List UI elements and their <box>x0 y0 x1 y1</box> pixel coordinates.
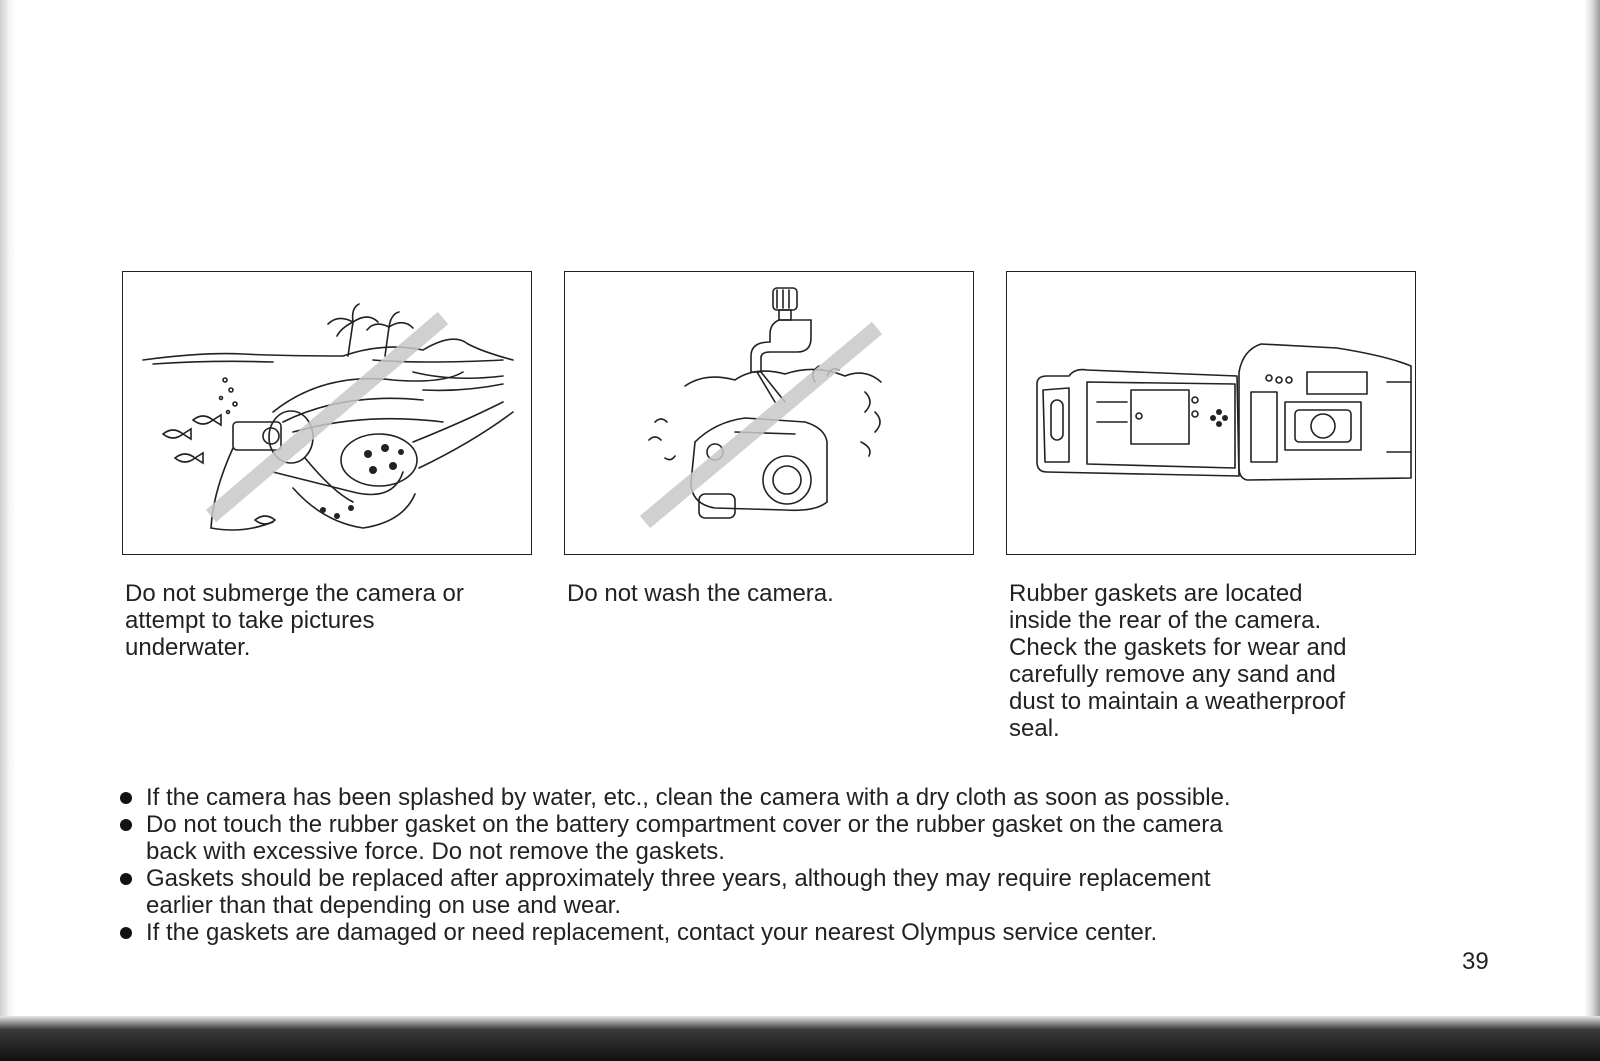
caption-line: Check the gaskets for wear and <box>1009 634 1347 661</box>
bullet-text: Gaskets should be replaced after approximately three years, although they may require replacement <box>146 865 1211 892</box>
bullet-item <box>118 811 1418 865</box>
bullet-dot-icon <box>120 792 132 804</box>
bullet-item <box>118 865 1418 919</box>
page-number: 39 <box>1462 948 1489 975</box>
washing-illustration <box>565 272 973 554</box>
underwater-illustration <box>123 272 531 554</box>
figure-underwater <box>122 271 532 555</box>
bullet-item <box>118 919 1418 946</box>
caption-line: dust to maintain a weatherproof <box>1009 688 1346 715</box>
figure-washing <box>564 271 974 555</box>
caption-line: attempt to take pictures <box>125 607 375 634</box>
bullet-item <box>118 784 1418 811</box>
caption-line: Do not submerge the camera or <box>125 580 464 607</box>
page-right-edge <box>1584 0 1600 1061</box>
caption-line: Do not wash the camera. <box>567 580 834 607</box>
page-binding-shadow <box>0 0 16 1061</box>
caption-gaskets <box>1009 580 1429 742</box>
caption-washing <box>567 580 967 607</box>
caution-list <box>118 784 1418 946</box>
bullet-dot-icon <box>120 873 132 885</box>
bullet-dot-icon <box>120 819 132 831</box>
bullet-text: If the gaskets are damaged or need replacement, contact your nearest Olympus service center. <box>146 919 1158 946</box>
caption-line: Rubber gaskets are located <box>1009 580 1303 607</box>
gaskets-illustration <box>1007 272 1415 554</box>
bullet-text: back with excessive force. Do not remove the gaskets. <box>146 838 725 865</box>
scan-bottom-edge <box>0 1016 1600 1061</box>
bullet-text: Do not touch the rubber gasket on the battery compartment cover or the rubber gasket on the camera <box>146 811 1223 838</box>
caption-underwater <box>125 580 535 661</box>
bullet-dot-icon <box>120 927 132 939</box>
caption-line: inside the rear of the camera. <box>1009 607 1322 634</box>
caption-line: carefully remove any sand and <box>1009 661 1336 688</box>
caption-line: underwater. <box>125 634 251 661</box>
caption-line: seal. <box>1009 715 1060 742</box>
figure-gaskets <box>1006 271 1416 555</box>
bullet-text: earlier than that depending on use and wear. <box>146 892 622 919</box>
bullet-text: If the camera has been splashed by water, etc., clean the camera with a dry cloth as soon as possible. <box>146 784 1231 811</box>
